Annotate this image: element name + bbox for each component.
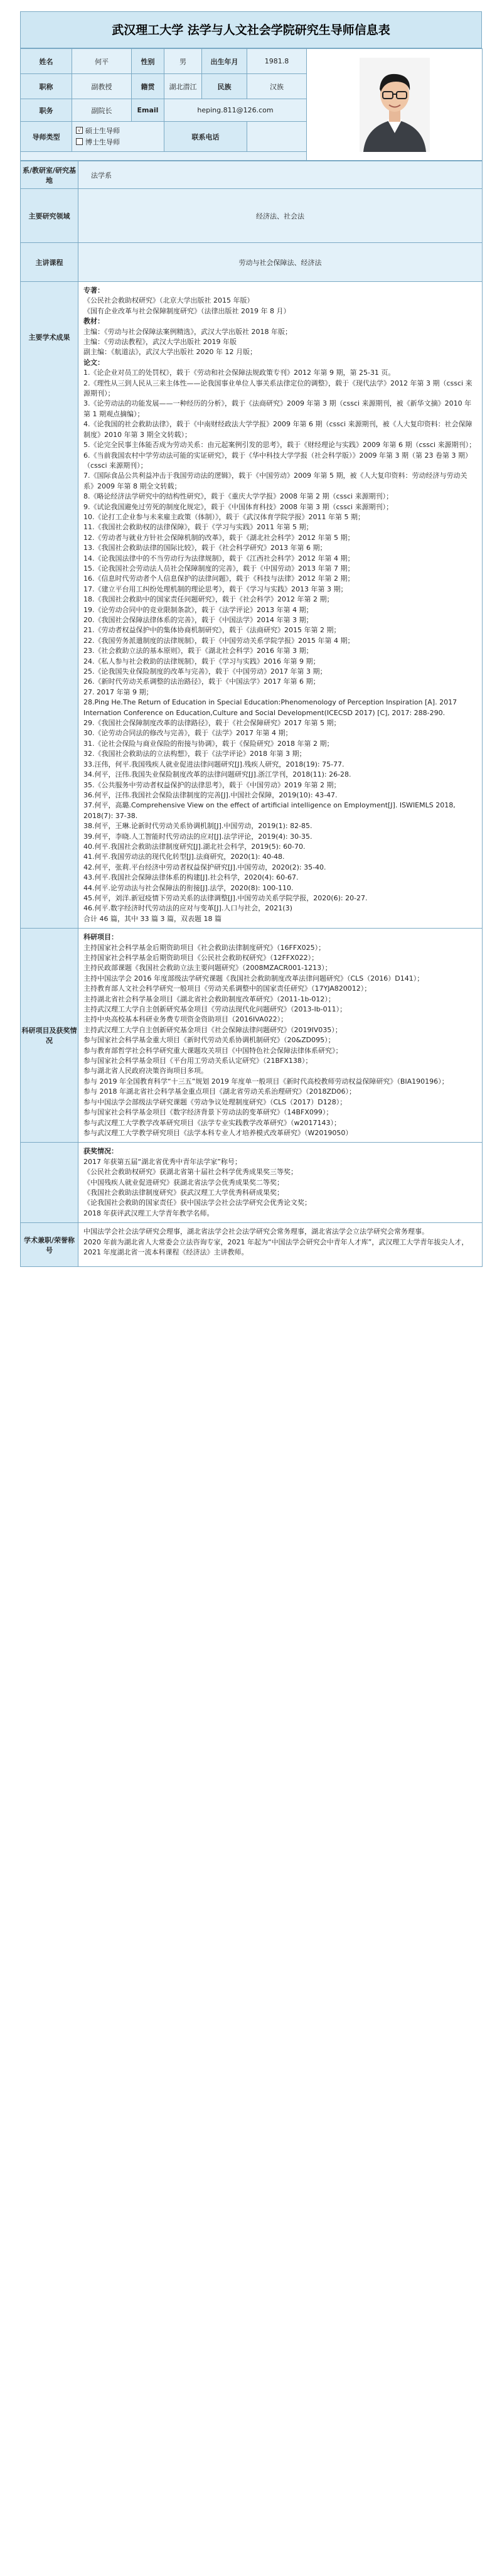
name-label: 姓名 xyxy=(21,49,72,74)
item-text: 主编：《劳动法教程》，武汉大学出版社 2019 年版 xyxy=(83,338,237,347)
item-text: 2018 年获评武汉理工大学青年教学名师。 xyxy=(83,1209,214,1217)
list-item xyxy=(83,543,477,553)
item-text: 参与国家社会科学基金重大项目《新时代劳动关系协调机制研究》（20&ZD095）； xyxy=(83,1036,335,1045)
info-sheet xyxy=(20,0,482,1267)
item-text: 参与国家社会科学基金项目《数字经济背景下劳动法的变革研究》（14BFX099）； xyxy=(83,1108,333,1117)
list-item xyxy=(83,718,477,728)
achievements-block xyxy=(78,282,483,929)
list-item xyxy=(83,306,477,316)
awards-block xyxy=(78,1143,483,1223)
item-text: 19.《论劳动合同中的竞业限制条款》，载于《法学评论》2013 年第 4 期； xyxy=(83,605,313,614)
list-item xyxy=(83,863,477,873)
list-item xyxy=(83,1188,477,1198)
email-label: Email xyxy=(132,99,164,122)
list-item xyxy=(83,1167,477,1177)
contact-label: 联系电话 xyxy=(164,122,247,152)
list-item xyxy=(83,728,477,738)
awards-list xyxy=(83,1146,477,1219)
item-text: 24.《私人参与社会救助的法律规制》，载于《学习与实践》2016 年第 9 期； xyxy=(83,657,320,666)
list-item xyxy=(83,1107,477,1118)
item-text: 25.《论我国失业保险制度的改革与完善》，载于《中国劳动》2017 年第 3 期； xyxy=(83,667,327,676)
section-heading: 专著： xyxy=(83,286,104,294)
item-text: 《公民社会救助权研究》获湖北省第十届社会科学优秀成果奖三等奖； xyxy=(83,1168,297,1177)
list-item xyxy=(83,316,477,326)
list-item xyxy=(83,1227,477,1237)
ethnicity-value: 汉族 xyxy=(247,74,307,99)
list-item xyxy=(83,399,477,419)
list-item xyxy=(83,1118,477,1128)
origin-label: 籍贯 xyxy=(132,74,164,99)
item-text: 4.《论我国的社会救助法律》，载于《中南财经政法大学学报》2009 年第 6 期（cssci 来源期刊，被《人大复印资料：社会保障制度》2010 年第 3 期全文转载）； xyxy=(83,420,473,439)
item-text: 《中国残疾人就业促进研究》获湖北省法学会优秀成果奖二等奖； xyxy=(83,1178,284,1187)
list-item xyxy=(83,893,477,903)
list-item xyxy=(83,657,477,667)
item-text: 16.《信息时代劳动者个人信息保护的法律问题》，载于《科技与法律》2012 年第 2 期； xyxy=(83,574,355,583)
list-item xyxy=(83,1157,477,1167)
list-item xyxy=(83,953,477,963)
list-item xyxy=(83,419,477,440)
item-text: 14.《论我国法律中的不当劳动行为法律规制》，载于《江西社会科学》2012 年第 4 期； xyxy=(83,554,355,563)
list-item xyxy=(83,337,477,347)
item-text: 15.《论我国社会劳动法人员社会保障制度的完善》，载于《中国劳动》2013 年第 7 期； xyxy=(83,564,355,573)
item-text: 43.何平.我国社会保障法律体系的构建[J].社会科学，2020(4): 60-67. xyxy=(83,873,299,882)
list-item xyxy=(83,347,477,357)
item-text: 28.Ping He.The Return of Education in Special Education:Phenomenology of Perception Inspiration [A]. 2017 Internation Conference on Education,Culture and Social Development(ICECSD 2017) [C], 2017: 288-290. xyxy=(83,698,457,717)
list-item xyxy=(83,883,477,893)
list-item xyxy=(83,1128,477,1138)
item-text: 2020 年前为湖北省人大常委会立法咨询专家，2021 年起为“中国法学会研究会中青年人才库”，武汉理工大学青年拔尖人才，2021 年度湖北省一流本科课程《经济法》主讲教师。 xyxy=(83,1237,469,1256)
master-advisor-label: 硕士生导师 xyxy=(85,126,120,135)
item-text: 11.《我国社会救助权的法律保障》，载于《学习与实践》2011 年第 5 期； xyxy=(83,523,313,532)
item-text: 21.《劳动者权益保护中的集体协商机制研究》，载于《法商研究》2015 年第 2 期； xyxy=(83,626,341,635)
item-text: 37.何平，高璐.Comprehensive View on the effect of artificial intelligence on Employment[J]. ISWIEMLS 2018, 2018(7): 37-38. xyxy=(83,801,456,820)
item-text: 6.《当前我国农村中学劳动法可能的实证研究》，载于《华中科技大学学报（社会科学版）》2009 年第 3 期（第 23 卷第 3 期）（cssci 来源期刊）； xyxy=(83,451,472,470)
parttime-label: 学术兼职/荣誉称号 xyxy=(21,1223,78,1267)
detail-table xyxy=(20,161,483,1267)
list-item xyxy=(83,760,477,770)
checkbox-icon[interactable]: √ xyxy=(76,127,83,134)
courses-label: 主讲课程 xyxy=(21,243,78,282)
item-text: 45.何平，刘洋.新冠疫情下劳动关系的法律调整[J].中国劳动关系学院学报，2020(6): 20-27. xyxy=(83,893,368,902)
projects-block xyxy=(78,929,483,1143)
list-item xyxy=(83,615,477,625)
birth-value: 1981.8 xyxy=(247,49,307,74)
gender-value: 男 xyxy=(164,49,202,74)
title-label: 职称 xyxy=(21,74,72,99)
discipline-label: 系/教研室/研究基地 xyxy=(21,161,78,189)
list-item xyxy=(83,286,477,296)
list-item xyxy=(83,698,477,718)
title-value: 副教授 xyxy=(72,74,132,99)
item-text: 35.《公共服务中劳动者权益保护的法律思考》，载于《中国劳动》2019 年第 2 期； xyxy=(83,780,341,789)
discipline-value: 法学系 xyxy=(78,161,483,189)
list-item xyxy=(83,1046,477,1056)
list-item xyxy=(83,943,477,953)
list-item xyxy=(83,502,477,512)
list-item xyxy=(83,790,477,800)
advisor-type-label: 导师类型 xyxy=(21,122,72,152)
item-text: 中国法学会社会法学研究会理事，湖北省法学会社会法学研究会常务理事，湖北省法学会立法学研究会常务理事。 xyxy=(83,1227,429,1236)
item-text: 参与湖北省人民政府决策咨询项目多项。 xyxy=(83,1067,208,1075)
parttime-block xyxy=(78,1223,483,1267)
list-item xyxy=(83,379,477,399)
list-item xyxy=(83,873,477,883)
list-item xyxy=(83,842,477,852)
name-value: 何平 xyxy=(72,49,132,74)
item-text: 41.何平.我国劳动法的现代化转型[J].法商研究，2020(1): 40-48. xyxy=(83,853,285,861)
item-text: 合计 46 篇，其中 33 篇 3 篇，双表题 18 篇 xyxy=(83,914,222,923)
origin-value: 湖北潜江 xyxy=(164,74,202,99)
list-item xyxy=(83,1097,477,1107)
item-text: 主持教育部人文社会科学研究一般项目《劳动关系调整中的国家责任研究》（17YJA820012）； xyxy=(83,984,371,993)
list-item xyxy=(83,595,477,605)
list-item xyxy=(83,800,477,821)
item-text: 《国有企业改革与社会保障制度研究》（法律出版社 2019 年 8 月） xyxy=(83,306,291,315)
item-text: 32.《我国社会救助法的立法构想》，载于《法学评论》2018 年第 3 期； xyxy=(83,750,306,758)
list-item xyxy=(83,1056,477,1066)
item-text: 3.《论劳动法的功能发展——一种经历的分析》，载于《法商研究》2009 年第 3 期（cssci 来源期刊，被《新华文摘》2010 年第 1 期观点摘编）； xyxy=(83,399,472,418)
list-item xyxy=(83,1237,477,1258)
list-item xyxy=(83,667,477,677)
doctoral-advisor-option[interactable] xyxy=(76,137,163,148)
list-item xyxy=(83,605,477,615)
advisor-type-options xyxy=(72,122,164,152)
item-text: 《论我国社会救助的国家责任》获中国法学会社会法学研究会优秀论文奖； xyxy=(83,1199,311,1207)
item-text: 2017 年获第五届“湖北省优秀中青年法学家”称号； xyxy=(83,1157,242,1166)
item-text: 副主编：《航道法》，武汉大学出版社 2020 年 12 月版； xyxy=(83,348,257,357)
item-text: 31.《论社会保险与商业保险的衔接与协调》，载于《保险研究》2018 年第 2 期； xyxy=(83,739,334,748)
item-text: 23.《社会救助立法的基本原则》，载于《湖北社会科学》2016 年第 3 期； xyxy=(83,647,313,655)
item-text: 17.《建立平台用工纠纷处理机制的理论思考》，载于《学习与实践》2013 年第 3 期； xyxy=(83,585,348,593)
list-item xyxy=(83,585,477,595)
list-item xyxy=(83,932,477,942)
list-item xyxy=(83,1209,477,1219)
achievements-list xyxy=(83,286,477,924)
item-text: 22.《我国劳务派遣制度的法律规制》，载于《中国劳动关系学院学报》2015 年第 4 期； xyxy=(83,636,355,645)
item-text: 《公民社会救助权研究》（北京大学出版社 2015 年版） xyxy=(83,296,254,305)
list-item xyxy=(83,963,477,973)
item-text: 参与 2019 年全国教育科学“十三五”规划 2019 年度单一般项目《新时代高校教师劳动权益保障研究》（BIA190196）； xyxy=(83,1077,449,1086)
list-item xyxy=(83,533,477,543)
projects-list xyxy=(83,932,477,1138)
item-text: 46.何平.数字经济时代劳动法的应对与变革[J].人口与社会，2021(3) xyxy=(83,904,292,913)
item-text: 18.《我国社会救助中的国家责任问题研究》，载于《社会科学》2012 年第 2 期； xyxy=(83,595,334,604)
portrait-photo xyxy=(307,49,483,161)
email-value: heping.811@126.com xyxy=(164,99,307,122)
item-text: 参与中国法学会部级法学研究课题《劳动争议处理制度研究》（CLS（2017）D128）； xyxy=(83,1097,347,1106)
item-text: 参与武汉理工大学教学改革研究项目《法学专业实践教学改革研究》（w2017143）； xyxy=(83,1118,341,1127)
item-text: 38.何平，王琳.论新时代劳动关系协调机制[J].中国劳动，2019(1): 82-85. xyxy=(83,822,312,831)
item-text: 主持武汉理工大学自主创新研究基金项目《劳动法现代化问题研究》（2013-Ib-011）； xyxy=(83,1005,347,1014)
item-text: 10.《论打工企业参与未来雇主政策（体制）》，载于《武汉体育学院学报》2011 年第 5 期； xyxy=(83,512,365,521)
list-item xyxy=(83,974,477,984)
section-heading: 获奖情况： xyxy=(83,1147,118,1156)
list-item xyxy=(83,368,477,378)
list-item xyxy=(83,984,477,994)
item-text: 36.何平，汪伟.我国社会保险法律制度的完善[J].中国社会保障，2019(10): 43-47. xyxy=(83,790,338,799)
list-item xyxy=(83,554,477,564)
achievements-label: 主要学术成果 xyxy=(21,282,78,929)
item-text: 34.何平，汪伟.我国失业保险制度改革的法律问题研究[J].浙江学刊，2018(11): 26-28. xyxy=(83,770,351,779)
section-heading: 论文： xyxy=(83,358,104,367)
item-text: 主持中央高校基本科研业务费专项资金资助项目（2016IVA022）； xyxy=(83,1015,288,1024)
item-text: 13.《我国社会救助法律的国际比较》，载于《社会科学研究》2013 年第 6 期； xyxy=(83,544,327,552)
item-text: 26.《新时代劳动关系调整的法治路径》，载于《中国法学》2017 年第 6 期； xyxy=(83,677,320,686)
item-text: 33.汪伟，何平.我国残疾人就业促进法律问题研究[J].残疾人研究，2018(19): 75-77. xyxy=(83,760,344,768)
page-title: 武汉理工大学 法学与人文社会学院研究生导师信息表 xyxy=(20,11,482,48)
item-text: 30.《论劳动合同法的修改与完善》，载于《法学》2017 年第 4 期； xyxy=(83,729,292,738)
ethnicity-label: 民族 xyxy=(202,74,247,99)
post-value: 副院长 xyxy=(72,99,132,122)
list-item xyxy=(83,451,477,472)
parttime-list xyxy=(83,1227,477,1258)
list-item xyxy=(83,914,477,924)
list-item xyxy=(83,1087,477,1097)
blank-row xyxy=(21,152,307,161)
list-item xyxy=(83,512,477,522)
list-item xyxy=(83,358,477,368)
item-text: 《我国社会救助法律制度研究》获武汉理工大学优秀科研成果奖； xyxy=(83,1188,284,1197)
list-item xyxy=(83,780,477,790)
list-item xyxy=(83,739,477,749)
item-text: 主持国家社会科学基金后期资助项目《社会救助法律制度研究》（16FFX025）； xyxy=(83,943,326,952)
item-text: 20.《我国社会保障法律体系的完善》，载于《中国法学》2014 年第 3 期； xyxy=(83,616,313,624)
list-item xyxy=(83,574,477,584)
list-item xyxy=(83,1015,477,1025)
gender-label: 性别 xyxy=(132,49,164,74)
item-text: 参与国家社会科学基金项目《平台用工劳动关系认定研究》（21BFX138）； xyxy=(83,1057,312,1065)
list-item xyxy=(83,903,477,913)
portrait-image xyxy=(360,58,430,152)
item-text: 29.《我国社会保障制度改革的法律路径》，载于《社会保障研究》2017 年第 5 期； xyxy=(83,719,341,728)
list-item xyxy=(83,440,477,450)
courses-value: 劳动与社会保障法、经济法 xyxy=(78,243,483,282)
list-item xyxy=(83,636,477,646)
list-item xyxy=(83,1025,477,1035)
item-text: 5.《论完全民事主体能否成为劳动关系：由元起案例引发的思考》，载于《财经理论与实践》2009 年第 6 期（cssci 来源期刊）； xyxy=(83,441,476,450)
doctoral-advisor-label: 博士生导师 xyxy=(85,137,120,146)
item-text: 主持湖北省社会科学基金项目《湖北省社会救助制度改革研究》（2011-1b-012）； xyxy=(83,994,335,1003)
list-item xyxy=(83,749,477,759)
list-item xyxy=(83,492,477,502)
item-text: 2.《理性从三到人民从三来主体性——论我国事业单位人事关系法律定位的调整》，载于《现代法学》2012 年第 3 期（cssci 来源期刊）； xyxy=(83,379,473,398)
item-text: 42.何平，张莉.平台经济中劳动者权益保护研究[J].中国劳动，2020(2): 35-40. xyxy=(83,863,326,871)
list-item xyxy=(83,1077,477,1087)
list-item xyxy=(83,1198,477,1208)
item-text: 参与武汉理工大学教学研究项目《法学本科专业人才培养模式改革研究》（W2019050） xyxy=(83,1128,353,1137)
item-text: 12.《劳动者与就业方针社会保障机制的改革》，载于《湖北社会科学》2012 年第 5 期； xyxy=(83,533,355,542)
research-value: 经济法、社会法 xyxy=(78,189,483,243)
item-text: 40.何平.我国社会救助法律制度研究[J].湖北社会科学，2019(5): 60-70. xyxy=(83,842,306,851)
list-item xyxy=(83,1178,477,1188)
list-item xyxy=(83,471,477,492)
master-advisor-option[interactable] xyxy=(76,126,163,137)
list-item xyxy=(83,687,477,698)
list-item xyxy=(83,522,477,532)
list-item xyxy=(83,770,477,780)
list-item xyxy=(83,646,477,656)
item-text: 主编：《劳动与社会保障法案例精选》，武汉大学出版社 2018 年版； xyxy=(83,327,292,336)
item-text: 参与 2018 年湖北省社会科学基金重点项目《湖北省劳动关系治理研究》（2018ZD06）； xyxy=(83,1087,356,1096)
list-item xyxy=(83,1035,477,1045)
item-text: 主持中国法学会 2016 年度部级法学研究课题《我国社会救助制度改革法律问题研究》（CLS（2016）D141）； xyxy=(83,974,424,983)
item-text: 主持国家社会科学基金后期资助项目《公民社会救助权研究》（12FFX022）； xyxy=(83,954,319,962)
item-text: 8.《略论经济法学研究中的结构性研究》，载于《重庆大学学报》2008 年第 2 期（cssci 来源期刊）； xyxy=(83,492,393,501)
item-text: 44.何平.论劳动法与社会保障法的衔接[J].法学，2020(8): 100-110. xyxy=(83,883,294,892)
list-item xyxy=(83,1005,477,1015)
item-text: 7.《国际食品公共利益冲击于我国劳动法的逻辑》，载于《中国劳动》2009 年第 5 期，被《人大复印资料：劳动经济与劳动关系》2009 年第 8 期全文转载； xyxy=(83,472,467,490)
list-item xyxy=(83,296,477,306)
checkbox-icon[interactable] xyxy=(76,138,83,145)
profile-table xyxy=(20,48,483,161)
list-item xyxy=(83,564,477,574)
item-text: 9.《试论我国避免过劳死的制度化规定》，载于《中国体育科技》2008 年第 3 期（cssci 来源期刊）； xyxy=(83,502,393,511)
list-item xyxy=(83,1066,477,1076)
item-text: 主持武汉理工大学自主创新研究基金项目《社会保障法律问题研究》（2019IV035）； xyxy=(83,1025,342,1034)
list-item xyxy=(83,821,477,831)
projects-label: 科研项目及获奖情况 xyxy=(21,929,78,1143)
section-heading: 科研项目： xyxy=(83,933,118,942)
item-text: 1.《论企业对员工的处罚权》，载于《劳动和社会保障法规政策专刊》2012 年第 9 期，第 25-31 页。 xyxy=(83,369,395,377)
awards-spacer xyxy=(21,1143,78,1223)
list-item xyxy=(83,625,477,635)
birth-label: 出生年月 xyxy=(202,49,247,74)
list-item xyxy=(83,994,477,1005)
list-item xyxy=(83,677,477,687)
list-item xyxy=(83,327,477,337)
item-text: 参与教育部哲学社会科学研究重大课题攻关项目《中国特色社会保障法律体系研究》； xyxy=(83,1046,343,1055)
item-text: 39.何平，李晓.人工智能时代劳动法的应对[J].法学评论，2019(4): 30-35. xyxy=(83,832,312,841)
item-text: 主持民政部课题《我国社会救助立法主要问题研究》（2008MZACR001-1213）； xyxy=(83,964,332,973)
post-label: 职务 xyxy=(21,99,72,122)
list-item xyxy=(83,1146,477,1156)
item-text: 27. 2017 年第 9 期； xyxy=(83,687,153,696)
list-item xyxy=(83,832,477,842)
section-heading: 教材： xyxy=(83,317,104,326)
research-label: 主要研究领域 xyxy=(21,189,78,243)
contact-value xyxy=(247,122,307,152)
list-item xyxy=(83,852,477,862)
